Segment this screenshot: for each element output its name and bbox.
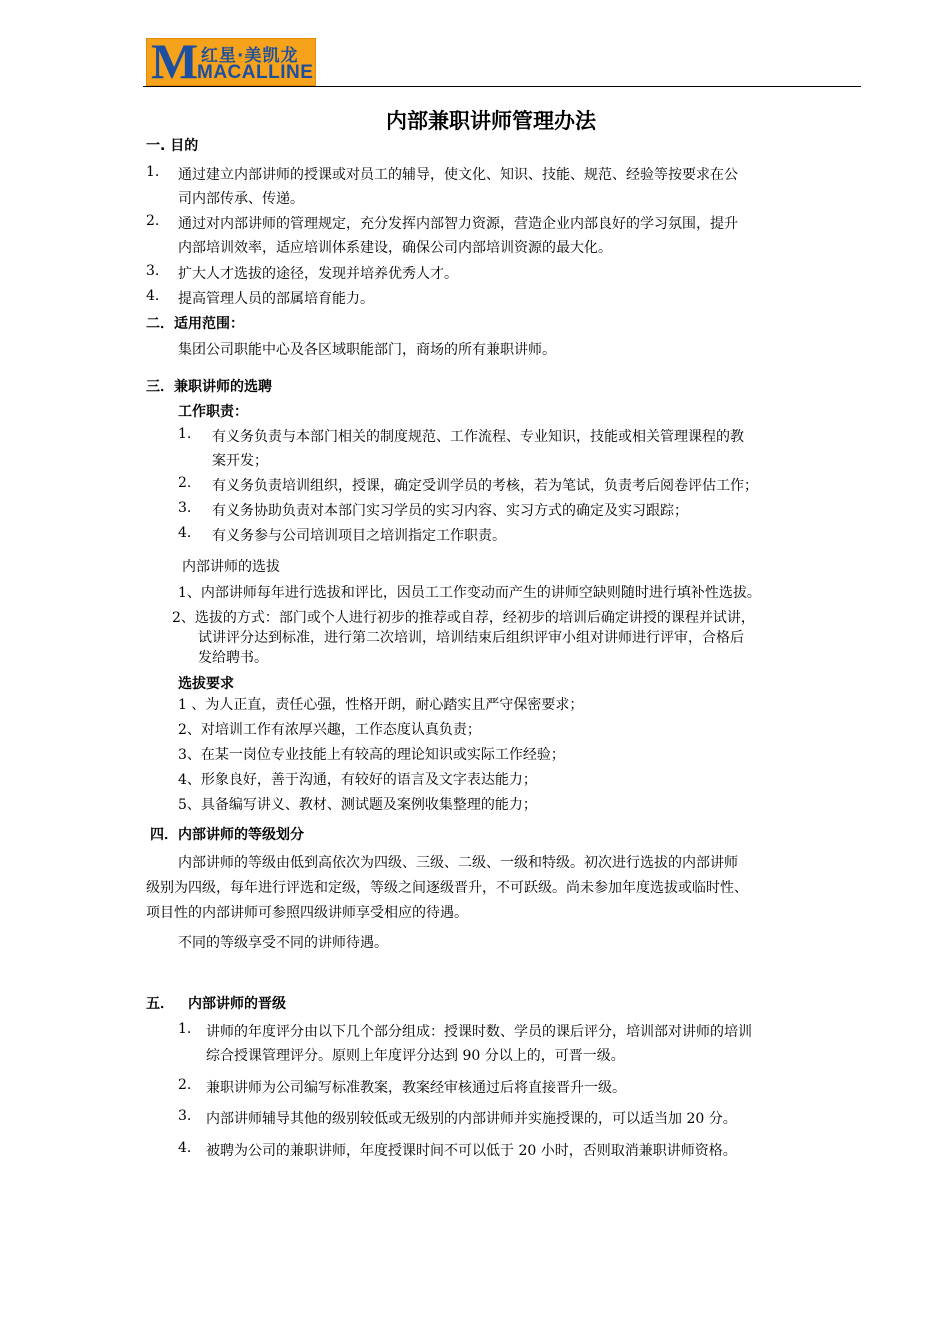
s1-item-3-number: 3. [146, 263, 160, 279]
logo-initial: M [151, 33, 199, 89]
document-title: 内部兼职讲师管理办法 [386, 109, 596, 133]
requirement-3: 3、在某一岗位专业技能上有较高的理论知识或实际工作经验； [178, 747, 565, 763]
requirement-2: 2、对培训工作有浓厚兴趣，工作态度认真负责； [178, 722, 481, 738]
s1-item-2-line-2: 内部培训效率，适应培训体系建设，确保公司内部培训资源的最大化。 [178, 240, 612, 256]
requirement-4: 4、形象良好，善于沟通，有较好的语言及文字表达能力； [178, 772, 537, 788]
s1-item-1-line-2: 司内部传承、传递。 [178, 191, 304, 207]
duty-1-line-2: 案开发； [212, 453, 268, 469]
requirement-5: 5、具备编写讲义、教材、测试题及案例收集整理的能力； [178, 797, 537, 813]
s4-paragraph-1-line-2: 级别为四级，每年进行评选和定级，等级之间逐级晋升，不可跃级。尚未参加年度选拔或临时性、 [146, 880, 748, 896]
duty-3: 有义务协助负责对本部门实习学员的实习内容、实习方式的确定及实习跟踪； [212, 503, 688, 519]
s5-item-1-line-2: 综合授课管理评分。原则上年度评分达到 90 分以上的，可晋一级。 [206, 1048, 625, 1064]
s5-item-2: 兼职讲师为公司编写标准教案，教案经审核通过后将直接晋升一级。 [206, 1080, 626, 1096]
s2-text: 集团公司职能中心及各区域职能部门，商场的所有兼职讲师。 [178, 342, 556, 358]
duty-4-number: 4. [178, 525, 192, 541]
section-5-heading-number: 五． [146, 996, 174, 1012]
s1-item-4-number: 4. [146, 288, 160, 304]
duty-2: 有义务负责培训组织，授课，确定受训学员的考核，若为笔试，负责考后阅卷评估工作； [212, 478, 758, 494]
selection-item-1: 1、内部讲师每年进行选拔和评比，因员工工作变动而产生的讲师空缺则随时进行填补性选拔。 [178, 585, 761, 601]
duty-4: 有义务参与公司培训项目之培训指定工作职责。 [212, 528, 506, 544]
logo-english-name: MACALLINE [197, 62, 314, 83]
duty-2-number: 2. [178, 475, 192, 491]
s4-paragraph-2: 不同的等级享受不同的讲师待遇。 [178, 935, 388, 951]
s5-item-4: 被聘为公司的兼职讲师，年度授课时间不可以低于 20 小时，否则取消兼职讲师资格。 [206, 1143, 737, 1159]
s5-item-4-number: 4. [178, 1140, 192, 1156]
selection-item-2-line-3: 发给聘书。 [198, 650, 268, 666]
s1-item-3: 扩大人才选拔的途径，发现并培养优秀人才。 [178, 266, 458, 282]
logo-chinese-name: 红星·美凯龙 [201, 46, 299, 66]
company-logo [146, 33, 316, 89]
s5-item-1-number: 1. [178, 1021, 192, 1037]
duty-3-number: 3. [178, 500, 192, 516]
section-4-heading: 四．内部讲师的等级划分 [150, 827, 304, 843]
s1-item-2-number: 2. [146, 213, 160, 229]
requirement-1: 1 、为人正直，责任心强，性格开朗，耐心踏实且严守保密要求； [178, 697, 584, 713]
s5-item-3-number: 3. [178, 1108, 192, 1124]
section-2-heading: 二．适用范围： [146, 316, 244, 332]
duty-1-line-1: 有义务负责与本部门相关的制度规范、工作流程、专业知识，技能或相关管理课程的教 [212, 429, 744, 445]
s5-item-2-number: 2. [178, 1077, 192, 1093]
s5-item-1-line-1: 讲师的年度评分由以下几个部分组成：授课时数、学员的课后评分，培训部对讲师的培训 [206, 1024, 752, 1040]
duty-heading: 工作职责： [178, 404, 248, 420]
s5-item-3: 内部讲师辅导其他的级别较低或无级别的内部讲师并实施授课的，可以适当加 20 分。 [206, 1111, 737, 1127]
s1-item-1-number: 1. [146, 164, 160, 180]
selection-item-2-line-2: 试讲评分达到标准，进行第二次培训，培训结束后组织评审小组对讲师进行评审，合格后 [198, 630, 744, 646]
s1-item-4: 提高管理人员的部属培育能力。 [178, 291, 374, 307]
duty-1-number: 1. [178, 426, 192, 442]
section-3-heading: 三．兼职讲师的选聘 [146, 379, 272, 395]
s4-paragraph-1-line-3: 项目性的内部讲师可参照四级讲师享受相应的待遇。 [146, 905, 468, 921]
selection-heading: 内部讲师的选拔 [182, 559, 280, 575]
requirements-heading: 选拔要求 [178, 676, 234, 692]
header-divider [143, 86, 861, 87]
s1-item-1-line-1: 通过建立内部讲师的授课或对员工的辅导，使文化、知识、技能、规范、经验等按要求在公 [178, 167, 738, 183]
section-1-heading: 一. 目的 [146, 138, 199, 154]
selection-item-2-line-1: 2、选拔的方式：部门或个人进行初步的推荐或自荐，经初步的培训后确定讲授的课程并试讲， [172, 610, 755, 626]
s4-paragraph-1-line-1: 内部讲师的等级由低到高依次为四级、三级、二级、一级和特级。初次进行选拔的内部讲师 [178, 855, 738, 871]
section-5-heading: 内部讲师的晋级 [188, 996, 286, 1012]
s1-item-2-line-1: 通过对内部讲师的管理规定，充分发挥内部智力资源，营造企业内部良好的学习氛围，提升 [178, 216, 738, 232]
